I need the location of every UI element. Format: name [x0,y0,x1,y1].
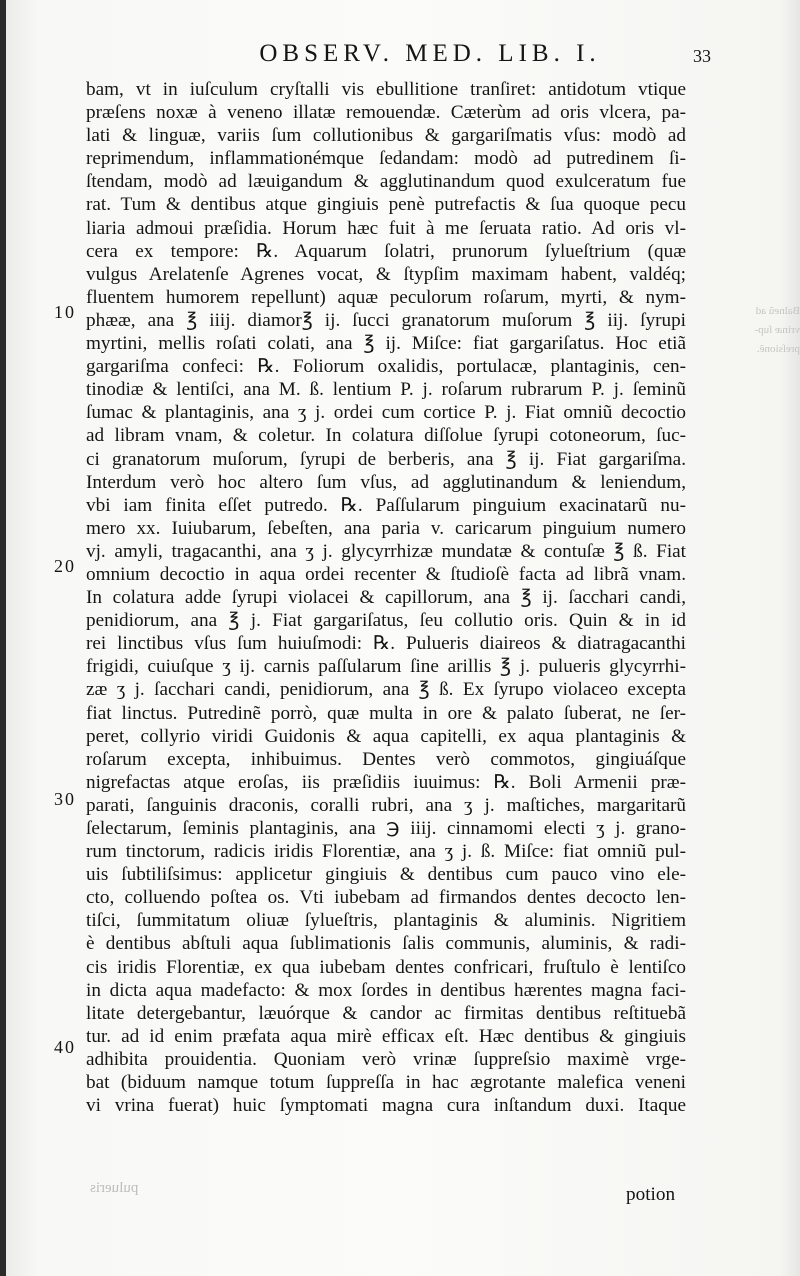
text-line: parati, ſanguinis draconis, coralli rubri, ana ʒ j. maſtiches, margaritarũ [86,794,686,816]
text-line: ſtendam, modò ad læuigandum & agglutinandum quod exulceratum fue [86,171,686,193]
text-line: rei linctibus vſus ſum huiuſmodi: ℞. Pulueris diaireos & diatragacanthi [86,633,686,655]
text-line: ad libram vnam, & coletur. In colatura diſſolue ſyrupi cotoneorum, ſuc- [86,425,686,447]
text-line: cis iridis Florentiæ, ex qua iubebam dentes confricari, fruſtulo è lentiſco [86,956,686,978]
line-number-marker: 30 [54,789,76,809]
text-line: tinodiæ & lentiſci, ana M. ß. lentium P. j. roſarum rubrarum P. j. ſeminũ [86,379,686,401]
page-number: 33 [693,46,711,66]
text-line: frigidi, cuiuſque ʒ ij. carnis paſſularum ſine arillis ℥ j. pulueris glycyrrhi- [86,656,686,678]
text-line: tiſci, ſummitatum oliuæ ſylueſtris, plantaginis & aluminis. Nigritiem [86,910,686,932]
main-text-block [86,78,686,1140]
text-line: in dicta aqua madefacto: & mox ſordes in dentibus hærentes magna faci- [86,979,686,1001]
text-line: zæ ʒ j. ſacchari candi, penidiorum, ana ℥ ß. Ex ſyrupo violaceo excepta [86,679,686,701]
bleedthrough-line: preſsionẽ. [756,343,800,355]
text-line: præſens noxæ à veneno illatæ remouendæ. Cæterùm ad oris vlcera, pa- [86,102,686,124]
text-line: Interdum verò hoc altero ſum vſus, ad agglutinandum & leniendum, [86,471,686,493]
text-line: lati & linguæ, variis ſum collutionibus & gargariſmatis vſus: modò ad [86,125,686,147]
text-line: fluentem humorem repellunt) aquæ peculorum roſarum, myrti, & nym- [86,286,686,308]
running-title: OBSERV. MED. LIB. I. [259,40,601,67]
text-line: rat. Tum & dentibus atque gingiuis penè putrefactis & ſua quoque pecu [86,194,686,216]
text-line: bam, vt in iuſculum cryſtalli vis ebullitione tranſiret: antidotum vtique [86,79,686,100]
text-line: ci granatorum muſorum, ſyrupi de berberis, ana ℥ ij. Fiat gargariſma. [86,448,686,470]
text-line: In colatura adde ſyrupi violacei & capillorum, ana ℥ ij. ſacchari candi, [86,587,686,609]
text-line: omnium decoctio in aqua ordei recenter & ſtudioſè facta ad librã vnam. [86,563,686,585]
text-line: mero xx. Iuiubarum, ſebeſten, ana paria v. caricarum pinguium numero [86,517,686,539]
text-line: ſelectarum, ſeminis plantaginis, ana ℈ iiij. cinnamomi electi ʒ j. grano- [86,818,686,839]
line-number-marker: 10 [54,302,76,322]
text-line: reprimendum, inflammationémque ſedandam: modò ad putredinem ſi- [86,148,686,170]
bleedthrough-footer: pulueris [90,1180,139,1196]
catchword: potion [626,1184,676,1205]
text-line: tur. ad id enim præfata aqua mirè efficax eſt. Hæc dentibus & gingiuis [86,1025,686,1047]
text-line: vbi iam finita eſſet putredo. ℞. Paſſularum pinguium exacinatarũ nu- [86,494,686,516]
text-line: phææ, ana ℥ iiij. diamor℥ ij. ſucci granatorum muſorum ℥ iij. ſyrupi [86,309,686,331]
text-line: peret, collyrio viridi Guidonis & aqua capitelli, ex aqua plantaginis & [86,725,686,747]
bleedthrough-marginal-note [706,302,800,359]
line-number-marker: 20 [54,556,76,576]
text-line: ſumac & plantaginis, ana ʒ j. ordei cum cortice P. j. Fiat omniũ decoctio [86,402,686,424]
text-line: gargariſma confeci: ℞. Foliorum oxalidis, portulacæ, plantaginis, cen- [86,356,686,378]
text-line: cto, colluendo poſtea os. Vti iubebam ad firmandos dentes decocto len- [86,887,686,909]
text-line: cera ex tempore: ℞. Aquarum ſolatri, prunorum ſylueſtrium (quæ [86,240,686,262]
page-edge-shadow [0,0,6,1276]
text-line [86,1117,686,1140]
text-line: vj. amyli, tragacanthi, ana ʒ j. glycyrrhizæ mundatæ & contuſæ ℥ ß. Fiat [86,540,686,562]
text-line: roſarum excepta, inhibuimus. Dentes verò commotos, gingiuáſque [86,748,686,770]
bleedthrough-line: vrinæ ſup- [754,324,800,336]
text-line: penidiorum, ana ℥ j. Fiat gargariſatus, ſeu collutio oris. Quin & in id [86,610,686,632]
text-line: nigrefactas atque eroſas, iis præſidiis iuuimus: ℞. Boli Armenii præ- [86,771,686,793]
text-line: fiat linctus. Putredinẽ porrò, quæ multa in ore & palato ſuberat, ne ſer- [86,702,686,724]
text-line: liaria admoui præſidia. Horum hæc fuit à me ſeruata ratio. Ad oris vl- [86,217,686,239]
text-line: adhibita prouidentia. Quoniam verò vrinæ ſuppreſsio maximè vrge- [86,1048,686,1070]
bleedthrough-line: Balneũ ad [755,305,800,317]
text-line: rum tinctorum, radicis iridis Florentiæ, ana ʒ j. ß. Miſce: fiat omniũ pul- [86,841,686,863]
text-line: litate detergebantur, læuórque & candor ac firmitas dentibus reſtituebã [86,1002,686,1024]
text-line: uis ſubtiliſsimus: applicetur gingiuis & dentibus cum pauco vino ele- [86,864,686,886]
line-number-marker: 40 [54,1037,76,1057]
text-line: myrtini, mellis roſati colati, ana ℥ ij. Miſce: fiat gargariſatus. Hoc etiã [86,333,686,355]
text-line: bat (biduum namque totum ſuppreſſa in hac ægrotante malefica veneni [86,1072,686,1094]
text-line: vi vrina fuerat) huic ſymptomati magna cura inſtandum duxi. Itaque [86,1095,686,1117]
text-line: è dentibus abſtuli aqua ſublimationis ſalis communis, aluminis, & radi- [86,933,686,955]
text-line: vulgus Arelatenſe Agrenes vocat, & ſtypſim maximam habent, valdéq; [86,263,686,285]
